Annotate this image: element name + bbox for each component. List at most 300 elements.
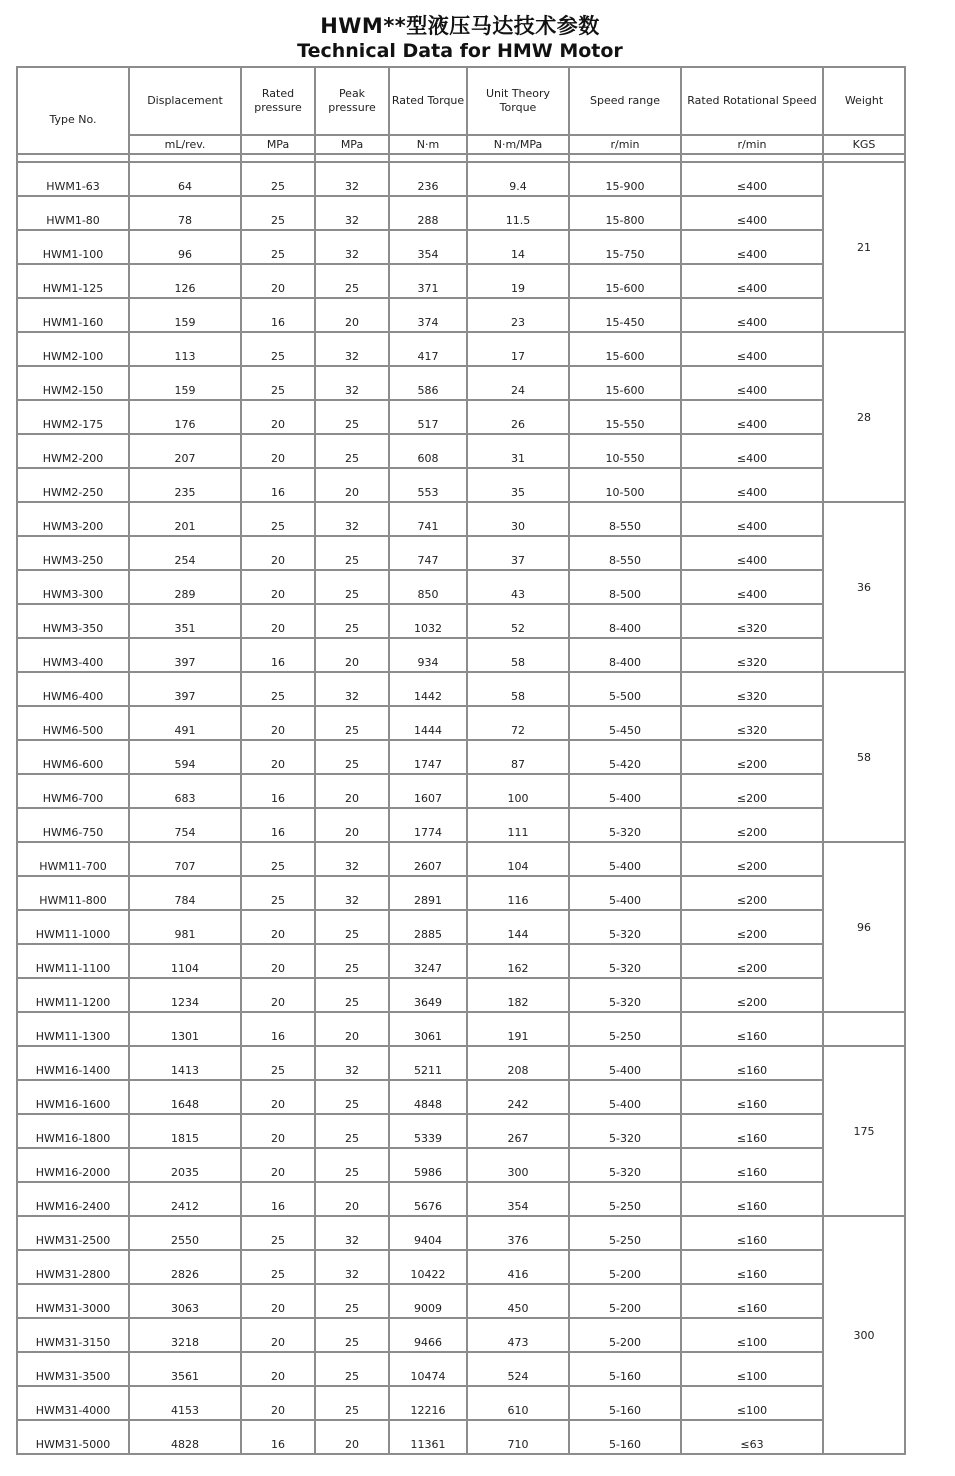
table-row xyxy=(17,1182,905,1216)
cell-weight: 36 xyxy=(823,502,905,672)
table-row xyxy=(17,604,905,638)
cell-type-no: HWM16-1600 xyxy=(17,1080,129,1114)
table-row xyxy=(17,944,905,978)
cell-rated-rotational-speed: ≤400 xyxy=(681,298,823,332)
cell-rated-rotational-speed: ≤400 xyxy=(681,332,823,366)
cell-rated-rotational-speed: ≤400 xyxy=(681,570,823,604)
cell-displacement: 4153 xyxy=(129,1386,241,1420)
cell-weight: 28 xyxy=(823,332,905,502)
cell-rated-torque: 747 xyxy=(389,536,467,570)
cell-rated-torque: 10422 xyxy=(389,1250,467,1284)
cell-displacement: 96 xyxy=(129,230,241,264)
cell-rated-torque: 2891 xyxy=(389,876,467,910)
cell-peak-pressure: 25 xyxy=(315,1352,389,1386)
cell-rated-torque: 374 xyxy=(389,298,467,332)
table-row xyxy=(17,876,905,910)
cell-peak-pressure: 32 xyxy=(315,876,389,910)
cell-unit-theory-torque: 300 xyxy=(467,1148,569,1182)
unit-displacement: mL/rev. xyxy=(129,135,241,154)
cell-speed-range: 5-400 xyxy=(569,842,681,876)
unit-speed-range: r/min xyxy=(569,135,681,154)
cell-type-no: HWM11-1000 xyxy=(17,910,129,944)
cell-rated-pressure: 16 xyxy=(241,808,315,842)
cell-rated-pressure: 25 xyxy=(241,332,315,366)
cell-speed-range: 15-550 xyxy=(569,400,681,434)
cell-peak-pressure: 20 xyxy=(315,774,389,808)
cell-peak-pressure: 25 xyxy=(315,536,389,570)
cell-rated-pressure: 25 xyxy=(241,196,315,230)
table-row xyxy=(17,1386,905,1420)
cell-peak-pressure: 20 xyxy=(315,468,389,502)
cell-rated-pressure: 16 xyxy=(241,468,315,502)
table-row xyxy=(17,672,905,706)
cell-rated-pressure: 20 xyxy=(241,706,315,740)
table-row xyxy=(17,1012,905,1046)
cell-rated-pressure: 20 xyxy=(241,944,315,978)
unit-unit-theory-torque: N·m/MPa xyxy=(467,135,569,154)
table-row xyxy=(17,1352,905,1386)
cell-rated-rotational-speed: ≤160 xyxy=(681,1216,823,1250)
cell-type-no: HWM31-4000 xyxy=(17,1386,129,1420)
table-row xyxy=(17,740,905,774)
cell-unit-theory-torque: 162 xyxy=(467,944,569,978)
cell-peak-pressure: 20 xyxy=(315,1182,389,1216)
cell-peak-pressure: 32 xyxy=(315,332,389,366)
cell-rated-pressure: 20 xyxy=(241,434,315,468)
cell-type-no: HWM3-400 xyxy=(17,638,129,672)
cell-unit-theory-torque: 87 xyxy=(467,740,569,774)
cell-rated-torque: 236 xyxy=(389,162,467,196)
table-row xyxy=(17,434,905,468)
cell-speed-range: 5-200 xyxy=(569,1318,681,1352)
table-row xyxy=(17,264,905,298)
cell-unit-theory-torque: 23 xyxy=(467,298,569,332)
cell-unit-theory-torque: 17 xyxy=(467,332,569,366)
table-row xyxy=(17,536,905,570)
table-row xyxy=(17,1046,905,1080)
cell-rated-torque: 3247 xyxy=(389,944,467,978)
cell-type-no: HWM1-125 xyxy=(17,264,129,298)
cell-displacement: 207 xyxy=(129,434,241,468)
header-peak-pressure: Peak pressure xyxy=(315,67,389,135)
cell-rated-pressure: 20 xyxy=(241,1284,315,1318)
cell-type-no: HWM2-200 xyxy=(17,434,129,468)
cell-rated-rotational-speed: ≤320 xyxy=(681,638,823,672)
table-row xyxy=(17,1250,905,1284)
cell-rated-rotational-speed: ≤160 xyxy=(681,1080,823,1114)
cell-unit-theory-torque: 24 xyxy=(467,366,569,400)
cell-rated-torque: 9009 xyxy=(389,1284,467,1318)
cell-speed-range: 5-320 xyxy=(569,944,681,978)
cell-weight: 175 xyxy=(823,1046,905,1216)
cell-type-no: HWM31-2800 xyxy=(17,1250,129,1284)
spacer-cell xyxy=(569,154,681,162)
cell-speed-range: 5-400 xyxy=(569,774,681,808)
unit-peak-pressure: MPa xyxy=(315,135,389,154)
header-row xyxy=(17,67,905,135)
cell-peak-pressure: 32 xyxy=(315,672,389,706)
cell-rated-rotational-speed: ≤200 xyxy=(681,842,823,876)
cell-speed-range: 5-500 xyxy=(569,672,681,706)
cell-type-no: HWM2-150 xyxy=(17,366,129,400)
cell-rated-torque: 3649 xyxy=(389,978,467,1012)
cell-unit-theory-torque: 43 xyxy=(467,570,569,604)
cell-displacement: 2035 xyxy=(129,1148,241,1182)
cell-peak-pressure: 32 xyxy=(315,1250,389,1284)
cell-unit-theory-torque: 72 xyxy=(467,706,569,740)
cell-unit-theory-torque: 376 xyxy=(467,1216,569,1250)
cell-weight: 21 xyxy=(823,162,905,332)
cell-unit-theory-torque: 208 xyxy=(467,1046,569,1080)
cell-rated-rotational-speed: ≤320 xyxy=(681,672,823,706)
cell-peak-pressure: 25 xyxy=(315,706,389,740)
cell-type-no: HWM16-2000 xyxy=(17,1148,129,1182)
cell-unit-theory-torque: 52 xyxy=(467,604,569,638)
cell-type-no: HWM6-750 xyxy=(17,808,129,842)
cell-speed-range: 5-320 xyxy=(569,978,681,1012)
cell-rated-torque: 1032 xyxy=(389,604,467,638)
cell-rated-pressure: 25 xyxy=(241,1250,315,1284)
cell-rated-rotational-speed: ≤160 xyxy=(681,1284,823,1318)
cell-speed-range: 5-200 xyxy=(569,1284,681,1318)
cell-displacement: 1648 xyxy=(129,1080,241,1114)
cell-speed-range: 5-320 xyxy=(569,808,681,842)
header-displacement: Displacement xyxy=(129,67,241,135)
cell-type-no: HWM2-100 xyxy=(17,332,129,366)
cell-speed-range: 15-450 xyxy=(569,298,681,332)
cell-speed-range: 10-550 xyxy=(569,434,681,468)
cell-speed-range: 5-200 xyxy=(569,1250,681,1284)
cell-rated-pressure: 20 xyxy=(241,536,315,570)
cell-rated-rotational-speed: ≤400 xyxy=(681,264,823,298)
cell-rated-torque: 417 xyxy=(389,332,467,366)
cell-type-no: HWM31-5000 xyxy=(17,1420,129,1454)
cell-unit-theory-torque: 354 xyxy=(467,1182,569,1216)
cell-rated-rotational-speed: ≤100 xyxy=(681,1352,823,1386)
header-unit-theory-torque: Unit Theory Torque xyxy=(467,67,569,135)
cell-displacement: 64 xyxy=(129,162,241,196)
cell-rated-torque: 1747 xyxy=(389,740,467,774)
cell-speed-range: 8-500 xyxy=(569,570,681,604)
cell-type-no: HWM1-63 xyxy=(17,162,129,196)
cell-unit-theory-torque: 37 xyxy=(467,536,569,570)
cell-rated-torque: 5676 xyxy=(389,1182,467,1216)
cell-speed-range: 15-900 xyxy=(569,162,681,196)
cell-rated-torque: 741 xyxy=(389,502,467,536)
cell-type-no: HWM3-250 xyxy=(17,536,129,570)
cell-type-no: HWM11-1300 xyxy=(17,1012,129,1046)
cell-type-no: HWM1-160 xyxy=(17,298,129,332)
cell-peak-pressure: 20 xyxy=(315,298,389,332)
table-row xyxy=(17,230,905,264)
cell-speed-range: 5-400 xyxy=(569,1080,681,1114)
cell-rated-pressure: 16 xyxy=(241,1420,315,1454)
cell-rated-pressure: 25 xyxy=(241,842,315,876)
cell-displacement: 254 xyxy=(129,536,241,570)
cell-peak-pressure: 20 xyxy=(315,1420,389,1454)
cell-rated-pressure: 20 xyxy=(241,1114,315,1148)
cell-type-no: HWM3-200 xyxy=(17,502,129,536)
cell-peak-pressure: 25 xyxy=(315,740,389,774)
table-row xyxy=(17,638,905,672)
cell-rated-pressure: 20 xyxy=(241,1352,315,1386)
cell-speed-range: 15-750 xyxy=(569,230,681,264)
title-english: Technical Data for HMW Motor xyxy=(297,40,623,62)
cell-type-no: HWM16-1400 xyxy=(17,1046,129,1080)
spacer-cell xyxy=(389,154,467,162)
cell-speed-range: 15-800 xyxy=(569,196,681,230)
cell-displacement: 113 xyxy=(129,332,241,366)
cell-displacement: 1301 xyxy=(129,1012,241,1046)
cell-displacement: 126 xyxy=(129,264,241,298)
table-row xyxy=(17,366,905,400)
cell-peak-pressure: 32 xyxy=(315,1046,389,1080)
cell-type-no: HWM16-1800 xyxy=(17,1114,129,1148)
cell-unit-theory-torque: 191 xyxy=(467,1012,569,1046)
cell-displacement: 201 xyxy=(129,502,241,536)
cell-displacement: 351 xyxy=(129,604,241,638)
cell-peak-pressure: 25 xyxy=(315,1114,389,1148)
cell-unit-theory-torque: 242 xyxy=(467,1080,569,1114)
cell-type-no: HWM3-300 xyxy=(17,570,129,604)
cell-peak-pressure: 25 xyxy=(315,1318,389,1352)
cell-rated-torque: 1774 xyxy=(389,808,467,842)
unit-weight: KGS xyxy=(823,135,905,154)
cell-displacement: 594 xyxy=(129,740,241,774)
cell-displacement: 491 xyxy=(129,706,241,740)
table-row xyxy=(17,162,905,196)
table-row xyxy=(17,706,905,740)
cell-unit-theory-torque: 30 xyxy=(467,502,569,536)
spacer-cell xyxy=(681,154,823,162)
cell-peak-pressure: 32 xyxy=(315,842,389,876)
spacer-cell xyxy=(241,154,315,162)
cell-unit-theory-torque: 416 xyxy=(467,1250,569,1284)
cell-displacement: 235 xyxy=(129,468,241,502)
cell-rated-rotational-speed: ≤400 xyxy=(681,468,823,502)
cell-rated-pressure: 20 xyxy=(241,264,315,298)
spacer-row xyxy=(17,154,905,162)
header-rated-torque: Rated Torque xyxy=(389,67,467,135)
cell-rated-torque: 12216 xyxy=(389,1386,467,1420)
cell-displacement: 1413 xyxy=(129,1046,241,1080)
cell-unit-theory-torque: 610 xyxy=(467,1386,569,1420)
header-speed-range: Speed range xyxy=(569,67,681,135)
cell-type-no: HWM11-1200 xyxy=(17,978,129,1012)
cell-rated-torque: 586 xyxy=(389,366,467,400)
cell-rated-pressure: 16 xyxy=(241,774,315,808)
cell-unit-theory-torque: 144 xyxy=(467,910,569,944)
table-row xyxy=(17,1114,905,1148)
cell-rated-pressure: 25 xyxy=(241,502,315,536)
cell-peak-pressure: 25 xyxy=(315,604,389,638)
cell-rated-rotational-speed: ≤100 xyxy=(681,1386,823,1420)
cell-unit-theory-torque: 9.4 xyxy=(467,162,569,196)
cell-speed-range: 8-400 xyxy=(569,604,681,638)
cell-peak-pressure: 20 xyxy=(315,1012,389,1046)
cell-rated-rotational-speed: ≤200 xyxy=(681,876,823,910)
cell-rated-pressure: 20 xyxy=(241,740,315,774)
cell-unit-theory-torque: 58 xyxy=(467,638,569,672)
table-row xyxy=(17,808,905,842)
cell-rated-rotational-speed: ≤160 xyxy=(681,1182,823,1216)
cell-rated-torque: 9404 xyxy=(389,1216,467,1250)
cell-rated-pressure: 20 xyxy=(241,978,315,1012)
unit-rated-torque: N·m xyxy=(389,135,467,154)
unit-rated-rotational-speed: r/min xyxy=(681,135,823,154)
spacer-cell xyxy=(467,154,569,162)
cell-speed-range: 5-400 xyxy=(569,1046,681,1080)
cell-rated-torque: 850 xyxy=(389,570,467,604)
cell-speed-range: 15-600 xyxy=(569,332,681,366)
table-row xyxy=(17,978,905,1012)
cell-unit-theory-torque: 111 xyxy=(467,808,569,842)
cell-unit-theory-torque: 182 xyxy=(467,978,569,1012)
units-row xyxy=(17,135,905,154)
cell-peak-pressure: 25 xyxy=(315,400,389,434)
cell-unit-theory-torque: 26 xyxy=(467,400,569,434)
cell-peak-pressure: 25 xyxy=(315,570,389,604)
cell-unit-theory-torque: 11.5 xyxy=(467,196,569,230)
cell-rated-pressure: 16 xyxy=(241,1012,315,1046)
cell-rated-rotational-speed: ≤200 xyxy=(681,910,823,944)
cell-type-no: HWM2-175 xyxy=(17,400,129,434)
cell-displacement: 397 xyxy=(129,672,241,706)
cell-speed-range: 5-250 xyxy=(569,1216,681,1250)
cell-rated-rotational-speed: ≤160 xyxy=(681,1114,823,1148)
cell-rated-pressure: 20 xyxy=(241,1318,315,1352)
cell-peak-pressure: 25 xyxy=(315,944,389,978)
cell-rated-rotational-speed: ≤200 xyxy=(681,774,823,808)
cell-displacement: 159 xyxy=(129,298,241,332)
cell-speed-range: 8-550 xyxy=(569,502,681,536)
cell-displacement: 1234 xyxy=(129,978,241,1012)
cell-rated-rotational-speed: ≤400 xyxy=(681,400,823,434)
cell-type-no: HWM31-3000 xyxy=(17,1284,129,1318)
cell-displacement: 3218 xyxy=(129,1318,241,1352)
cell-rated-torque: 3061 xyxy=(389,1012,467,1046)
cell-rated-torque: 1607 xyxy=(389,774,467,808)
cell-unit-theory-torque: 450 xyxy=(467,1284,569,1318)
table-row xyxy=(17,1318,905,1352)
table-row xyxy=(17,1148,905,1182)
cell-rated-rotational-speed: ≤160 xyxy=(681,1148,823,1182)
cell-speed-range: 5-320 xyxy=(569,910,681,944)
header-rated-rotational-speed: Rated Rotational Speed xyxy=(681,67,823,135)
cell-weight: 96 xyxy=(823,842,905,1012)
cell-speed-range: 5-400 xyxy=(569,876,681,910)
cell-type-no: HWM1-80 xyxy=(17,196,129,230)
cell-rated-pressure: 25 xyxy=(241,230,315,264)
cell-unit-theory-torque: 35 xyxy=(467,468,569,502)
header-rated-pressure: Rated pressure xyxy=(241,67,315,135)
cell-rated-pressure: 20 xyxy=(241,570,315,604)
cell-displacement: 754 xyxy=(129,808,241,842)
cell-rated-pressure: 20 xyxy=(241,1148,315,1182)
cell-type-no: HWM6-500 xyxy=(17,706,129,740)
cell-unit-theory-torque: 104 xyxy=(467,842,569,876)
cell-speed-range: 5-250 xyxy=(569,1012,681,1046)
cell-rated-pressure: 16 xyxy=(241,638,315,672)
table-row xyxy=(17,1216,905,1250)
table-row xyxy=(17,842,905,876)
cell-peak-pressure: 32 xyxy=(315,230,389,264)
cell-rated-torque: 354 xyxy=(389,230,467,264)
cell-unit-theory-torque: 100 xyxy=(467,774,569,808)
table-row xyxy=(17,502,905,536)
cell-rated-rotational-speed: ≤400 xyxy=(681,536,823,570)
cell-rated-torque: 5986 xyxy=(389,1148,467,1182)
cell-rated-pressure: 25 xyxy=(241,1216,315,1250)
cell-speed-range: 5-450 xyxy=(569,706,681,740)
cell-type-no: HWM6-400 xyxy=(17,672,129,706)
cell-unit-theory-torque: 31 xyxy=(467,434,569,468)
spacer-cell xyxy=(315,154,389,162)
table-row xyxy=(17,774,905,808)
cell-peak-pressure: 25 xyxy=(315,910,389,944)
spacer-cell xyxy=(823,154,905,162)
cell-rated-pressure: 16 xyxy=(241,298,315,332)
table-row xyxy=(17,468,905,502)
cell-type-no: HWM31-3150 xyxy=(17,1318,129,1352)
cell-speed-range: 15-600 xyxy=(569,264,681,298)
cell-rated-rotational-speed: ≤400 xyxy=(681,434,823,468)
cell-rated-torque: 371 xyxy=(389,264,467,298)
cell-displacement: 2412 xyxy=(129,1182,241,1216)
cell-speed-range: 5-250 xyxy=(569,1182,681,1216)
cell-rated-torque: 11361 xyxy=(389,1420,467,1454)
cell-weight: 58 xyxy=(823,672,905,842)
spacer-cell xyxy=(129,154,241,162)
cell-displacement: 1104 xyxy=(129,944,241,978)
cell-rated-rotational-speed: ≤100 xyxy=(681,1318,823,1352)
cell-displacement: 289 xyxy=(129,570,241,604)
cell-peak-pressure: 32 xyxy=(315,366,389,400)
cell-peak-pressure: 25 xyxy=(315,1284,389,1318)
cell-rated-torque: 553 xyxy=(389,468,467,502)
cell-rated-rotational-speed: ≤200 xyxy=(681,740,823,774)
cell-weight xyxy=(823,1012,905,1046)
cell-type-no: HWM31-3500 xyxy=(17,1352,129,1386)
cell-rated-pressure: 16 xyxy=(241,1182,315,1216)
cell-type-no: HWM3-350 xyxy=(17,604,129,638)
cell-type-no: HWM6-700 xyxy=(17,774,129,808)
cell-peak-pressure: 25 xyxy=(315,1148,389,1182)
cell-type-no: HWM11-800 xyxy=(17,876,129,910)
cell-type-no: HWM16-2400 xyxy=(17,1182,129,1216)
cell-rated-rotational-speed: ≤63 xyxy=(681,1420,823,1454)
cell-rated-rotational-speed: ≤400 xyxy=(681,162,823,196)
cell-unit-theory-torque: 58 xyxy=(467,672,569,706)
cell-type-no: HWM11-1100 xyxy=(17,944,129,978)
cell-rated-rotational-speed: ≤320 xyxy=(681,604,823,638)
header-weight: Weight xyxy=(823,67,905,135)
cell-displacement: 397 xyxy=(129,638,241,672)
cell-rated-torque: 4848 xyxy=(389,1080,467,1114)
cell-rated-rotational-speed: ≤160 xyxy=(681,1046,823,1080)
cell-rated-torque: 934 xyxy=(389,638,467,672)
cell-rated-pressure: 20 xyxy=(241,1386,315,1420)
cell-rated-pressure: 25 xyxy=(241,162,315,196)
cell-peak-pressure: 20 xyxy=(315,808,389,842)
cell-rated-torque: 5339 xyxy=(389,1114,467,1148)
cell-unit-theory-torque: 116 xyxy=(467,876,569,910)
table-row xyxy=(17,1420,905,1454)
cell-displacement: 3063 xyxy=(129,1284,241,1318)
cell-unit-theory-torque: 19 xyxy=(467,264,569,298)
cell-displacement: 78 xyxy=(129,196,241,230)
cell-rated-pressure: 25 xyxy=(241,366,315,400)
